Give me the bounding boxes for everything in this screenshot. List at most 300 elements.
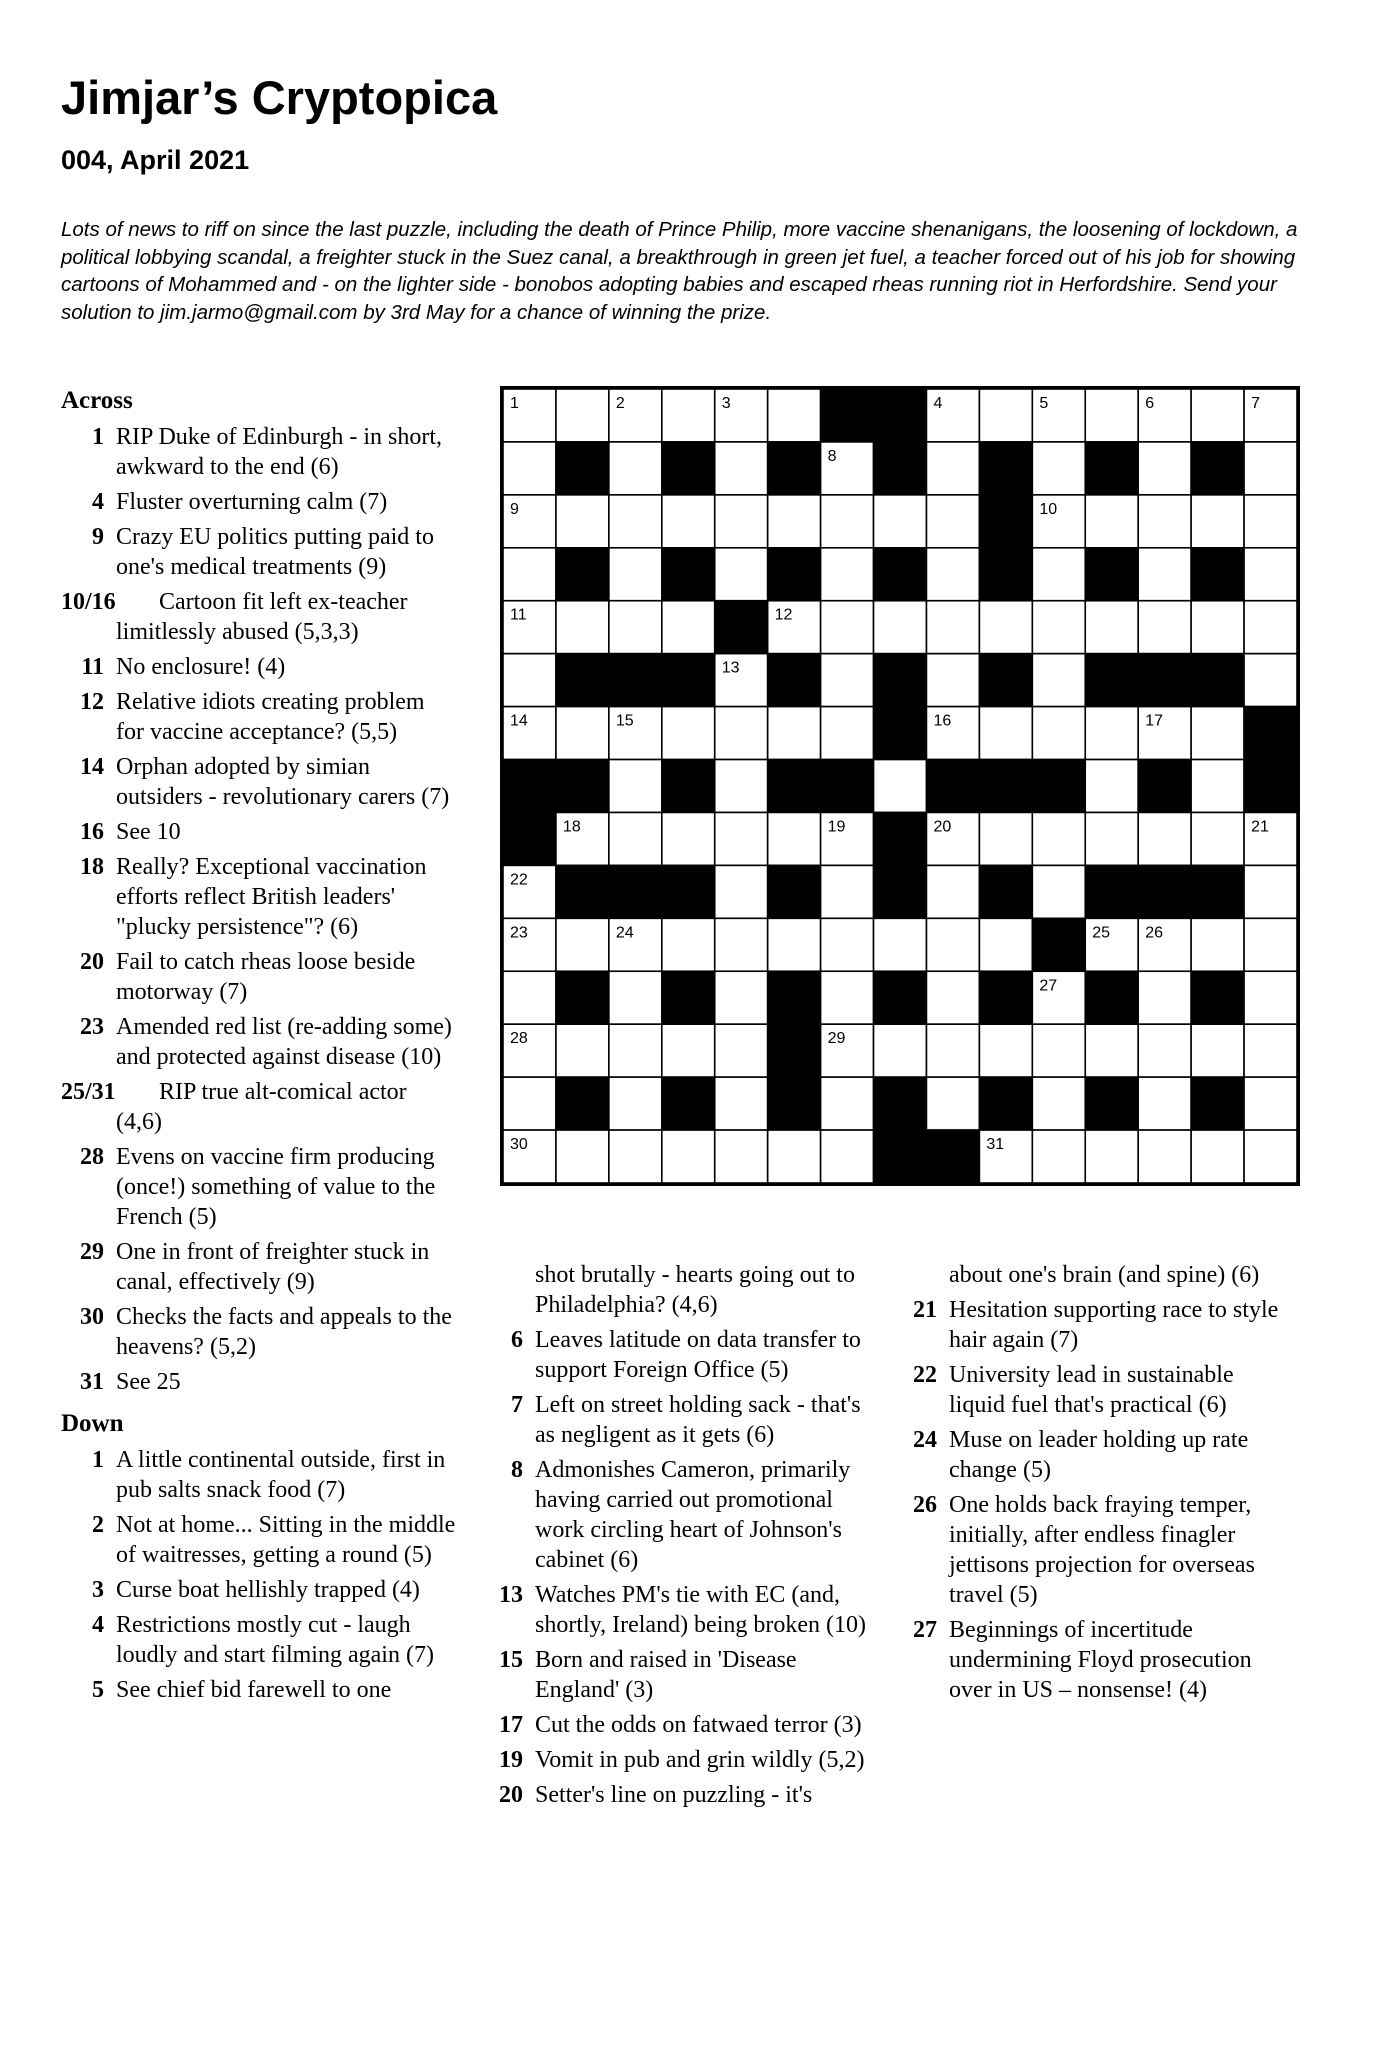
grid-cell[interactable] — [715, 1130, 768, 1183]
grid-cell[interactable] — [926, 865, 979, 918]
grid-cell[interactable] — [1244, 865, 1297, 918]
grid-block — [768, 865, 821, 918]
clue-text: No enclosure! (4) — [116, 654, 286, 680]
grid-cell[interactable] — [609, 601, 662, 654]
grid-cell[interactable] — [1244, 971, 1297, 1024]
grid-block — [1085, 548, 1138, 601]
grid-cell[interactable] — [1085, 601, 1138, 654]
grid-cell[interactable] — [874, 601, 927, 654]
grid-cell[interactable] — [503, 548, 556, 601]
grid-cell[interactable] — [1032, 442, 1085, 495]
grid-cell-number: 24 — [615, 924, 634, 942]
grid-cell[interactable] — [1191, 812, 1244, 865]
grid-cell[interactable] — [1191, 760, 1244, 813]
grid-cell[interactable] — [1191, 1024, 1244, 1077]
down-heading: Down — [61, 1410, 124, 1437]
grid-cell-number: 19 — [827, 818, 846, 836]
grid-cell[interactable] — [926, 1024, 979, 1077]
grid-cell[interactable] — [768, 495, 821, 548]
grid-block — [503, 812, 556, 865]
grid-cell[interactable] — [1138, 548, 1191, 601]
grid-block — [979, 865, 1032, 918]
clue-item — [480, 1390, 870, 1450]
grid-cell[interactable] — [662, 707, 715, 760]
grid-cell[interactable] — [556, 495, 609, 548]
grid-block — [874, 707, 927, 760]
grid-block — [821, 760, 874, 813]
clue-text: Amended red list (re-adding some) and protected against disease (10) — [116, 1014, 452, 1070]
clue-item — [61, 1142, 456, 1232]
grid-block — [556, 548, 609, 601]
grid-cell[interactable] — [1032, 1130, 1085, 1183]
clue-item — [61, 587, 456, 647]
grid-cell[interactable] — [609, 971, 662, 1024]
grid-block — [715, 601, 768, 654]
grid-cell[interactable] — [821, 1130, 874, 1183]
grid-cell[interactable] — [662, 1024, 715, 1077]
grid-cell[interactable] — [1138, 442, 1191, 495]
grid-cell[interactable] — [1032, 654, 1085, 707]
grid-block — [556, 1077, 609, 1130]
grid-cell[interactable] — [1085, 760, 1138, 813]
grid-cell[interactable] — [609, 442, 662, 495]
clue-text: Admonishes Cameron, primarily having carried out promotional work circling heart of Johnson's cabinet (6) — [535, 1457, 851, 1573]
puzzle-subtitle: 004, April 2021 — [61, 145, 250, 175]
grid-cell[interactable] — [1191, 601, 1244, 654]
grid-cell[interactable] — [1085, 1024, 1138, 1077]
clue-text: Checks the facts and appeals to the heavens? (5,2) — [116, 1304, 452, 1360]
grid-cell[interactable] — [1138, 1130, 1191, 1183]
grid-cell[interactable] — [1085, 1130, 1138, 1183]
grid-cell-number: 5 — [1039, 395, 1049, 412]
grid-block — [874, 812, 927, 865]
clue-item — [894, 1360, 1284, 1420]
clue-text: Crazy EU politics putting paid to one's medical treatments (9) — [116, 524, 434, 580]
grid-block — [979, 442, 1032, 495]
clue-text: Cut the odds on fatwaed terror (3) — [535, 1712, 862, 1738]
crossword-grid — [500, 386, 1300, 1186]
grid-cell[interactable] — [1138, 601, 1191, 654]
clue-number: 5 — [92, 1677, 104, 1703]
clue-number: 31 — [80, 1369, 104, 1395]
clue-continuation: about one's brain (and spine) (6) — [949, 1262, 1260, 1288]
clue-text: Fail to catch rheas loose beside motorway (7) — [116, 949, 416, 1005]
clue-number: 11 — [81, 654, 104, 680]
grid-block — [768, 442, 821, 495]
clue-item — [61, 947, 456, 1007]
clue-number: 17 — [499, 1712, 523, 1738]
grid-block — [556, 654, 609, 707]
clue-text: Vomit in pub and grin wildly (5,2) — [535, 1747, 865, 1773]
grid-cell[interactable] — [821, 1077, 874, 1130]
grid-cell[interactable] — [503, 442, 556, 495]
clue-number: 3 — [92, 1577, 104, 1603]
grid-cell[interactable] — [979, 707, 1032, 760]
across-clue-list — [61, 422, 456, 1397]
grid-cell[interactable] — [768, 707, 821, 760]
grid-block — [874, 442, 927, 495]
grid-cell[interactable] — [874, 918, 927, 971]
grid-block — [1085, 1077, 1138, 1130]
grid-cell[interactable] — [1085, 389, 1138, 442]
grid-block — [1191, 442, 1244, 495]
grid-block — [821, 389, 874, 442]
grid-block — [874, 865, 927, 918]
grid-cell[interactable] — [1032, 601, 1085, 654]
grid-cell[interactable] — [926, 548, 979, 601]
clue-number: 19 — [499, 1747, 523, 1773]
grid-cell-number: 31 — [986, 1136, 1005, 1154]
grid-cell[interactable] — [926, 1077, 979, 1130]
grid-cell[interactable] — [556, 918, 609, 971]
grid-block — [979, 971, 1032, 1024]
clue-number: 29 — [80, 1239, 104, 1265]
clue-item — [61, 422, 456, 482]
grid-cell[interactable] — [821, 548, 874, 601]
clue-item — [480, 1780, 870, 1810]
grid-block — [1085, 442, 1138, 495]
grid-cell[interactable] — [821, 918, 874, 971]
grid-block — [662, 971, 715, 1024]
clue-number: 28 — [80, 1144, 104, 1170]
clue-item — [61, 1012, 456, 1072]
grid-cell-number: 3 — [721, 395, 731, 412]
clue-text: Watches PM's tie with EC (and, shortly, Ireland) being broken (10) — [535, 1582, 867, 1638]
grid-block — [609, 654, 662, 707]
grid-cell-number: 25 — [1092, 924, 1111, 942]
clue-item — [894, 1425, 1284, 1485]
grid-cell[interactable] — [768, 918, 821, 971]
grid-cell[interactable] — [556, 1130, 609, 1183]
grid-cell[interactable] — [1244, 654, 1297, 707]
grid-cell[interactable] — [926, 495, 979, 548]
clue-text: Curse boat hellishly trapped (4) — [116, 1577, 420, 1603]
grid-block — [662, 654, 715, 707]
clue-text: Restrictions mostly cut - laugh loudly and start filming again (7) — [116, 1612, 434, 1668]
clue-text: See 10 — [116, 819, 181, 845]
grid-cell[interactable] — [609, 812, 662, 865]
clue-number: 30 — [80, 1304, 104, 1330]
grid-cell-number: 12 — [774, 606, 793, 624]
clue-number: 14 — [80, 754, 104, 780]
grid-block — [874, 1130, 927, 1183]
grid-block — [1085, 654, 1138, 707]
clue-number: 1 — [92, 1447, 104, 1473]
clue-text: RIP Duke of Edinburgh - in short, awkward to the end (6) — [116, 424, 442, 480]
clue-number: 13 — [499, 1582, 523, 1608]
grid-cell[interactable] — [715, 707, 768, 760]
clue-text: Born and raised in 'Disease England' (3) — [535, 1647, 797, 1703]
grid-cell[interactable] — [821, 707, 874, 760]
grid-cell[interactable] — [1191, 707, 1244, 760]
grid-block — [874, 1077, 927, 1130]
grid-cell[interactable] — [1032, 707, 1085, 760]
clue-continuation: shot brutally - hearts going out to Philadelphia? (4,6) — [535, 1262, 855, 1318]
clue-item — [61, 487, 456, 517]
grid-cell-number: 28 — [510, 1030, 528, 1048]
grid-cell[interactable] — [1138, 812, 1191, 865]
grid-cell[interactable] — [503, 971, 556, 1024]
grid-cell-number: 7 — [1251, 395, 1260, 412]
grid-block — [768, 971, 821, 1024]
clue-item — [480, 1325, 870, 1385]
clue-item — [894, 1295, 1284, 1355]
grid-cell-number: 29 — [827, 1030, 846, 1048]
grid-cell[interactable] — [821, 495, 874, 548]
grid-cell[interactable] — [715, 442, 768, 495]
grid-cell-number: 27 — [1039, 977, 1058, 995]
clue-number: 27 — [913, 1617, 937, 1643]
clue-number: 21 — [913, 1297, 937, 1323]
grid-cell[interactable] — [1032, 548, 1085, 601]
grid-cell-number: 9 — [510, 500, 519, 518]
clue-text: Beginnings of incertitude undermining Floyd prosecution over in US – nonsense! (4) — [949, 1617, 1252, 1703]
grid-cell[interactable] — [979, 601, 1032, 654]
grid-cell[interactable] — [1138, 1077, 1191, 1130]
clue-text: Hesitation supporting race to style hair again (7) — [949, 1297, 1279, 1353]
grid-cell[interactable] — [715, 495, 768, 548]
grid-cell[interactable] — [926, 601, 979, 654]
clue-item — [61, 1445, 456, 1505]
grid-cell[interactable] — [1085, 495, 1138, 548]
down-clue-list — [894, 1295, 1284, 1705]
grid-cell-number: 16 — [933, 712, 952, 730]
clue-number: 16 — [80, 819, 104, 845]
grid-cell[interactable] — [556, 707, 609, 760]
grid-cell[interactable] — [926, 654, 979, 707]
grid-cell[interactable] — [768, 812, 821, 865]
clues-column-3 — [894, 1260, 1284, 1710]
clue-number: 1 — [92, 424, 104, 450]
clue-item — [61, 1367, 456, 1397]
grid-cell[interactable] — [1244, 495, 1297, 548]
grid-cell[interactable] — [503, 1077, 556, 1130]
clue-item — [61, 852, 456, 942]
clue-item — [61, 752, 456, 812]
grid-cell[interactable] — [926, 971, 979, 1024]
grid-cell[interactable] — [1191, 495, 1244, 548]
grid-cell[interactable] — [1085, 707, 1138, 760]
clue-text: Setter's line on puzzling - it's — [535, 1782, 813, 1808]
clue-text: University lead in sustainable liquid fuel that's practical (6) — [949, 1362, 1234, 1418]
grid-cell[interactable] — [926, 442, 979, 495]
clue-number: 7 — [511, 1392, 523, 1418]
clue-number: 20 — [499, 1782, 523, 1808]
clue-text: Leaves latitude on data transfer to support Foreign Office (5) — [535, 1327, 861, 1383]
grid-cell[interactable] — [1032, 865, 1085, 918]
grid-cell[interactable] — [979, 918, 1032, 971]
grid-cell[interactable] — [662, 601, 715, 654]
grid-cell-number: 14 — [510, 712, 528, 730]
grid-cell[interactable] — [1138, 495, 1191, 548]
grid-cell[interactable] — [715, 760, 768, 813]
grid-block — [768, 654, 821, 707]
grid-cell[interactable] — [1191, 1130, 1244, 1183]
clue-text: One holds back fraying temper, initially, after endless finagler jettisons projection for overseas travel (5) — [949, 1492, 1255, 1608]
grid-cell-number: 20 — [933, 818, 952, 836]
clue-item — [61, 1575, 456, 1605]
grid-cell[interactable] — [1138, 971, 1191, 1024]
grid-cell[interactable] — [821, 601, 874, 654]
grid-cell[interactable] — [715, 865, 768, 918]
clue-number: 25/31 — [61, 1079, 116, 1105]
clues-column-2 — [480, 1260, 870, 1815]
grid-cell[interactable] — [609, 760, 662, 813]
grid-cell[interactable] — [662, 1130, 715, 1183]
clue-item — [480, 1745, 870, 1775]
grid-cell[interactable] — [715, 1024, 768, 1077]
puzzle-intro: Lots of news to riff on since the last puzzle, including the death of Prince Philip, more vaccine shenanigans, the loosening of lockdown, a political lobbying scandal, a freighter stuck in the Suez canal, a breakthrough in green jet fuel, a teacher forced out of his job for showing cartoons of Mohammed and - on the lighter side - bonobos adopting babies and escaped rheas running riot in Herfordshire. Send your solution to jim.jarmo@gmail.com by 3rd May for a chance of winning the prize. — [61, 218, 1298, 324]
grid-cell[interactable] — [768, 1130, 821, 1183]
clue-text: See chief bid farewell to one — [116, 1677, 392, 1703]
grid-cell[interactable] — [556, 601, 609, 654]
clue-item — [480, 1645, 870, 1705]
clue-text: Muse on leader holding up rate change (5) — [949, 1427, 1249, 1483]
grid-cell[interactable] — [1032, 812, 1085, 865]
clue-number: 6 — [511, 1327, 523, 1353]
grid-cell[interactable] — [821, 654, 874, 707]
grid-cell[interactable] — [609, 548, 662, 601]
grid-cell[interactable] — [1244, 1130, 1297, 1183]
grid-block — [874, 654, 927, 707]
grid-cell-number: 22 — [510, 871, 528, 889]
clue-number: 26 — [913, 1492, 937, 1518]
grid-cell[interactable] — [1032, 1024, 1085, 1077]
grid-block — [1244, 707, 1297, 760]
grid-cell[interactable] — [609, 1077, 662, 1130]
grid-cell[interactable] — [1244, 601, 1297, 654]
clue-item — [61, 1610, 456, 1670]
grid-block — [979, 495, 1032, 548]
across-heading: Across — [61, 387, 133, 414]
grid-cell[interactable] — [1244, 918, 1297, 971]
grid-block — [662, 548, 715, 601]
grid-cell[interactable] — [821, 971, 874, 1024]
grid-cell-number: 4 — [933, 395, 943, 412]
clue-item — [894, 1615, 1284, 1705]
grid-cell[interactable] — [609, 1130, 662, 1183]
grid-cell[interactable] — [715, 548, 768, 601]
grid-block — [556, 971, 609, 1024]
grid-cell[interactable] — [1032, 1077, 1085, 1130]
grid-block — [1191, 865, 1244, 918]
clue-text: RIP true alt-comical actor (4,6) — [116, 1079, 407, 1135]
grid-cell[interactable] — [979, 389, 1032, 442]
grid-block — [768, 1077, 821, 1130]
clue-text: See 25 — [116, 1369, 181, 1395]
clue-item — [480, 1455, 870, 1575]
clue-item — [894, 1490, 1284, 1610]
grid-cell[interactable] — [715, 812, 768, 865]
grid-cell-number: 17 — [1145, 712, 1163, 730]
grid-cell[interactable] — [821, 865, 874, 918]
clue-text: A little continental outside, first in pub salts snack food (7) — [116, 1447, 446, 1503]
grid-cell[interactable] — [1244, 1024, 1297, 1077]
grid-cell-number: 18 — [562, 818, 581, 836]
grid-cell-number: 8 — [827, 447, 837, 465]
clue-text: Relative idiots creating problem for vaccine acceptance? (5,5) — [116, 689, 425, 745]
grid-cell-number: 21 — [1251, 818, 1269, 836]
grid-cell[interactable] — [662, 495, 715, 548]
clue-number: 22 — [913, 1362, 937, 1388]
clue-item — [61, 1237, 456, 1297]
clue-item — [61, 1510, 456, 1570]
clue-number: 9 — [92, 524, 104, 550]
grid-cell[interactable] — [874, 1024, 927, 1077]
puzzle-title: Jimjar’s Cryptopica — [61, 71, 498, 124]
grid-cell[interactable] — [1085, 812, 1138, 865]
grid-cell[interactable] — [1138, 1024, 1191, 1077]
grid-block — [662, 442, 715, 495]
grid-cell-number: 1 — [510, 395, 519, 412]
grid-cell[interactable] — [609, 495, 662, 548]
grid-cell[interactable] — [926, 918, 979, 971]
grid-cell-number: 13 — [721, 659, 740, 677]
clue-number: 12 — [80, 689, 104, 715]
grid-cell[interactable] — [715, 971, 768, 1024]
grid-cell[interactable] — [874, 495, 927, 548]
clue-number: 4 — [92, 1612, 104, 1638]
grid-block — [926, 760, 979, 813]
clue-text: Fluster overturning calm (7) — [116, 489, 388, 515]
grid-cell[interactable] — [662, 389, 715, 442]
clue-text: One in front of freighter stuck in canal, effectively (9) — [116, 1239, 430, 1295]
clues-column-1 — [61, 386, 456, 1710]
clue-item — [61, 687, 456, 747]
grid-cell[interactable] — [609, 1024, 662, 1077]
grid-block — [662, 1077, 715, 1130]
grid-cell[interactable] — [874, 760, 927, 813]
grid-cell[interactable] — [715, 918, 768, 971]
clue-item — [480, 1580, 870, 1640]
grid-cell[interactable] — [1244, 442, 1297, 495]
grid-cell-number: 11 — [510, 606, 527, 624]
grid-block — [1191, 971, 1244, 1024]
grid-block — [1138, 760, 1191, 813]
grid-cell-number: 2 — [615, 395, 625, 412]
grid-block — [1191, 654, 1244, 707]
grid-cell[interactable] — [1244, 548, 1297, 601]
grid-block — [1191, 1077, 1244, 1130]
grid-block — [979, 760, 1032, 813]
grid-cell-number: 26 — [1145, 924, 1163, 942]
grid-cell[interactable] — [662, 812, 715, 865]
grid-cell[interactable] — [1191, 389, 1244, 442]
grid-cell[interactable] — [715, 1077, 768, 1130]
grid-cell[interactable] — [1244, 1077, 1297, 1130]
grid-cell[interactable] — [979, 1024, 1032, 1077]
grid-cell-number: 6 — [1145, 395, 1155, 412]
grid-block — [1032, 760, 1085, 813]
grid-cell[interactable] — [979, 812, 1032, 865]
grid-block — [874, 971, 927, 1024]
clue-text: Cartoon fit left ex-teacher limitlessly abused (5,3,3) — [116, 589, 408, 645]
grid-cell[interactable] — [1191, 918, 1244, 971]
crossword-grid-svg — [503, 389, 1297, 1183]
clue-number: 2 — [92, 1512, 104, 1538]
grid-cell[interactable] — [556, 389, 609, 442]
clue-number: 4 — [92, 489, 104, 515]
grid-block — [503, 760, 556, 813]
grid-block — [662, 865, 715, 918]
grid-cell[interactable] — [556, 1024, 609, 1077]
grid-cell-number: 23 — [510, 924, 528, 942]
grid-block — [979, 654, 1032, 707]
grid-cell[interactable] — [662, 918, 715, 971]
grid-cell-number: 10 — [1039, 500, 1058, 518]
grid-cell[interactable] — [503, 654, 556, 707]
grid-cell[interactable] — [768, 389, 821, 442]
